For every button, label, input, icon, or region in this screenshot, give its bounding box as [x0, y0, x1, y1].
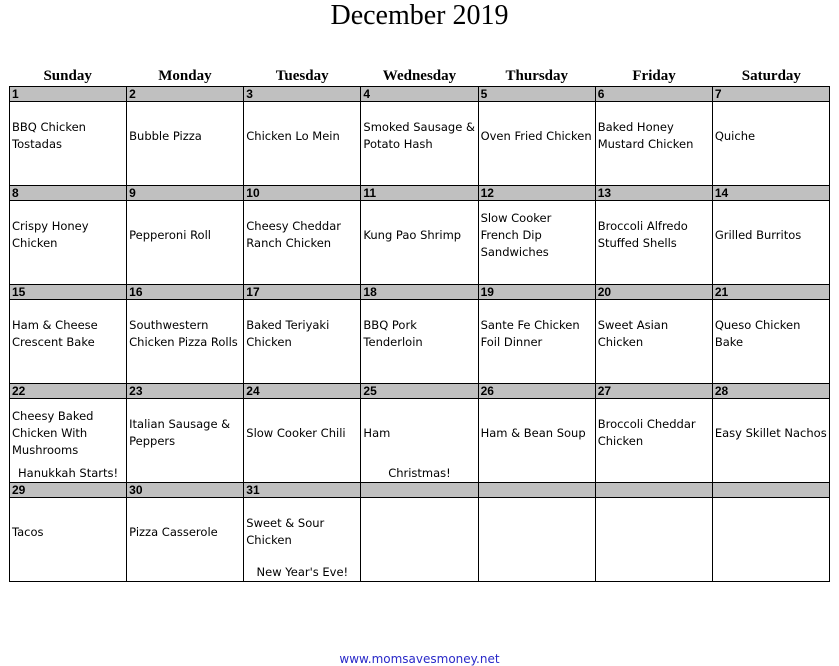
day-number: 14 [713, 186, 829, 201]
meal-name: BBQ Chicken Tostadas [12, 120, 86, 151]
calendar-day-cell [244, 384, 361, 483]
meal-name: Italian Sausage & Peppers [129, 417, 231, 448]
calendar-day-cell [10, 186, 127, 285]
day-number: 16 [127, 285, 243, 300]
meal-name: Cheesy Cheddar Ranch Chicken [246, 219, 341, 250]
calendar-day-cell [361, 186, 478, 285]
calendar-day-cell [361, 384, 478, 483]
day-number [361, 483, 477, 498]
day-number: 11 [361, 186, 477, 201]
day-number: 31 [244, 483, 360, 498]
calendar-day-cell [361, 87, 478, 186]
weekday-sunday: Sunday [43, 68, 92, 84]
meal-name [715, 498, 827, 566]
calendar-day-cell [479, 186, 596, 285]
day-number: 7 [713, 87, 829, 102]
calendar-day-cell [10, 87, 127, 186]
meal-name [598, 498, 710, 566]
meal-name: Sweet Asian Chicken [597, 318, 669, 349]
calendar-day-cell [713, 483, 830, 582]
day-number: 2 [127, 87, 243, 102]
holiday-note: New Year's Eve! [256, 565, 349, 579]
calendar-day-cell [361, 483, 478, 582]
weekday-saturday: Saturday [741, 68, 801, 84]
calendar-day-cell [10, 384, 127, 483]
meal-name: Pizza Casserole [129, 524, 218, 539]
meal-name: Chicken Lo Mein [246, 128, 340, 143]
calendar-day-cell [713, 285, 830, 384]
weekday-friday: Friday [632, 68, 676, 84]
calendar-day-cell [713, 87, 830, 186]
weekday-monday: Monday [158, 68, 212, 84]
calendar-day-cell [244, 186, 361, 285]
holiday-note: Hanukkah Starts! [18, 466, 119, 480]
day-number: 8 [10, 186, 126, 201]
meal-name: Ham [363, 425, 391, 440]
meal-name: Slow Cooker Chili [246, 425, 346, 440]
day-number: 28 [713, 384, 829, 399]
calendar-day-cell [127, 285, 244, 384]
meal-name: Broccoli Alfredo Stuffed Shells [597, 219, 688, 250]
meal-name: Queso Chicken Bake [714, 318, 801, 349]
calendar-day-cell [596, 384, 713, 483]
day-number [596, 483, 712, 498]
calendar-grid [9, 86, 830, 582]
meal-name: Ham & Cheese Crescent Bake [12, 318, 98, 349]
meal-name: Grilled Burritos [714, 227, 802, 242]
day-number: 9 [127, 186, 243, 201]
calendar-day-cell [713, 186, 830, 285]
calendar-day-cell [596, 483, 713, 582]
calendar-day-cell [127, 483, 244, 582]
meal-name: Broccoli Cheddar Chicken [597, 417, 696, 448]
day-number: 13 [596, 186, 712, 201]
weekday-thursday: Thursday [505, 68, 569, 84]
weekday-tuesday: Tuesday [275, 68, 329, 84]
day-number: 15 [10, 285, 126, 300]
day-number: 29 [10, 483, 126, 498]
meal-name: Smoked Sausage & Potato Hash [363, 120, 475, 151]
meal-name [481, 498, 593, 566]
meal-name: Oven Fried Chicken [480, 128, 592, 143]
meal-name: Sweet & Sour Chicken [246, 516, 325, 547]
calendar-day-cell [479, 285, 596, 384]
meal-name: Baked Honey Mustard Chicken [597, 120, 694, 151]
meal-name: BBQ Pork Tenderloin [363, 318, 423, 349]
calendar-day-cell [244, 483, 361, 582]
holiday-note: Christmas! [388, 466, 451, 480]
calendar-day-cell [596, 285, 713, 384]
meal-name: Cheesy Baked Chicken With Mushrooms [12, 408, 94, 457]
calendar-day-cell [361, 285, 478, 384]
meal-name: Crispy Honey Chicken [12, 219, 89, 250]
calendar-day-cell [596, 186, 713, 285]
day-number: 22 [10, 384, 126, 399]
meal-name: Sante Fe Chicken Foil Dinner [480, 318, 580, 349]
calendar-day-cell [479, 384, 596, 483]
day-number: 18 [361, 285, 477, 300]
calendar-day-cell [713, 384, 830, 483]
day-number: 3 [244, 87, 360, 102]
meal-name: Easy Skillet Nachos [714, 425, 827, 440]
day-number [713, 483, 829, 498]
day-number: 17 [244, 285, 360, 300]
day-number: 20 [596, 285, 712, 300]
day-number: 27 [596, 384, 712, 399]
calendar-day-cell [479, 87, 596, 186]
calendar-day-cell [127, 186, 244, 285]
day-number: 6 [596, 87, 712, 102]
day-number: 25 [361, 384, 477, 399]
calendar-day-cell [244, 87, 361, 186]
page-title: December 2019 [330, 0, 509, 31]
day-number: 21 [713, 285, 829, 300]
meal-name: Bubble Pizza [129, 128, 202, 143]
day-number: 24 [244, 384, 360, 399]
meal-name: Pepperoni Roll [129, 227, 211, 242]
meal-name [363, 498, 475, 566]
day-number: 30 [127, 483, 243, 498]
footer-website[interactable]: www.momsavesmoney.net [339, 652, 500, 666]
day-number: 12 [479, 186, 595, 201]
day-number [479, 483, 595, 498]
calendar-day-cell [479, 483, 596, 582]
day-number: 19 [479, 285, 595, 300]
meal-name: Ham & Bean Soup [480, 425, 586, 440]
day-number: 26 [479, 384, 595, 399]
day-number: 4 [361, 87, 477, 102]
calendar-day-cell [596, 87, 713, 186]
meal-name: Tacos [12, 524, 44, 539]
calendar-day-cell [244, 285, 361, 384]
day-number: 10 [244, 186, 360, 201]
calendar-day-cell [127, 384, 244, 483]
meal-name: Slow Cooker French Dip Sandwiches [480, 210, 552, 259]
day-number: 1 [10, 87, 126, 102]
calendar-day-cell [10, 285, 127, 384]
meal-name: Baked Teriyaki Chicken [246, 318, 330, 349]
calendar-day-cell [127, 87, 244, 186]
meal-name: Quiche [714, 128, 756, 143]
meal-name: Southwestern Chicken Pizza Rolls [129, 318, 238, 349]
day-number: 5 [479, 87, 595, 102]
calendar-day-cell [10, 483, 127, 582]
weekday-header-row [9, 66, 830, 86]
day-number: 23 [127, 384, 243, 399]
meal-name: Kung Pao Shrimp [363, 227, 462, 242]
weekday-wednesday: Wednesday [382, 68, 457, 84]
